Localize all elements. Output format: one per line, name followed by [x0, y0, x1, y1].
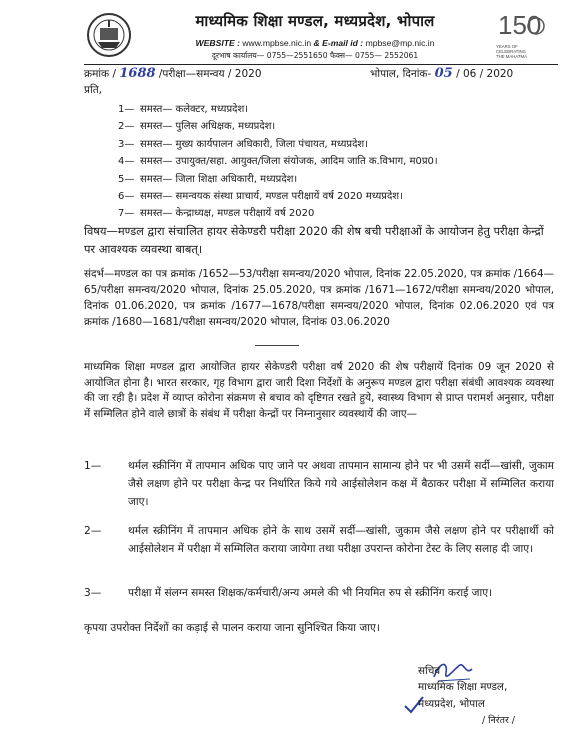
anniversary-caption: YEARS OF CELEBRATING THE MAHATMA — [496, 44, 527, 59]
board-emblem-icon — [86, 12, 132, 58]
ref-suffix: /परीक्षा—समन्वय / 2020 — [158, 68, 262, 80]
instruction-point — [84, 585, 554, 603]
letter-date — [370, 66, 513, 81]
letter-reference: संदर्भ—मण्डल का पत्र क्रमांक /1652—53/परीक्षा समन्वय/2020 भोपाल, दिनांक 22.05.2020, पत्र क्रमांक /1664—65/परीक्षा समन्वय/2020 भोपाल, दिनांक 25.05.2020, पत्र क्रमांक /1671—1672/परीक्षा समन्वय/2020 भोपाल, दिनांक 01.06.2020, पत्र क्रमांक /1677—1678/परीक्षा समन्वय/2020 भोपाल, दिनांक 02.06.2020 एवं पत्र क्रमांक /1680—1681/परीक्षा समन्वय/2020 भोपाल, दिनांक 03.06.2020 — [84, 268, 554, 328]
list-item: 3— समस्त— मुख्य कार्यपालन अधिकारी, जिला पंचायत, मध्यप्रदेश। — [118, 138, 369, 150]
point-number: 2— — [84, 525, 102, 537]
closing-line: कृपया उपरोक्त निर्देशों का कड़ाई से पालन कराया जाना सुनिश्चित किया जाए। — [84, 622, 380, 634]
point-text: थर्मल स्क्रीनिंग में तापमान अधिक होने के साथ उसमें सर्दी—खांसी, जुकाम जैसे लक्षण होने पर परीक्षार्थी को आईसोलेशन में परीक्षा में सम्मिलित कराया जायेगा तथा परीक्षा उपरान्त कोरोना टेस्ट के लिए सलाह दी जाए। — [128, 525, 554, 555]
list-item: 7— समस्त— केन्द्राध्यक्ष, मण्डल परीक्षायें वर्ष 2020 — [118, 208, 315, 220]
date-suffix: / 06 / 2020 — [456, 68, 514, 80]
org-name: माध्यमिक शिक्षा मण्डल, मध्यप्रदेश, भोपाल — [195, 12, 435, 30]
signatory-place: मध्यप्रदेश, भोपाल — [418, 698, 485, 710]
anniversary-number: 150 — [498, 10, 542, 40]
date-day-handwritten: 05 — [434, 66, 453, 81]
date-prefix: भोपाल, दिनांक- — [370, 68, 432, 80]
instruction-point — [84, 458, 554, 511]
continuation-mark: / निरंतर / — [482, 715, 515, 726]
list-item: 6— समस्त— समन्वयक संस्था प्राचार्य, मण्डल परीक्षायें वर्ष 2020 मध्यप्रदेश। — [118, 190, 403, 202]
recipient-list — [118, 101, 538, 223]
email-address[interactable]: mpbse@mp.nic.in — [365, 38, 435, 48]
header-divider — [84, 64, 558, 65]
list-item: 2— समस्त— पुलिस अधिक्षक, मध्यप्रदेश। — [118, 121, 276, 133]
section-divider — [255, 345, 299, 346]
website-label: WEBSITE : — [195, 38, 240, 48]
letter-body: माध्यमिक शिक्षा मण्डल द्वारा आयोजित हायर सेकेण्डरी परीक्षा वर्ष 2020 की शेष परीक्षायें दिनांक 09 जून 2020 से आयोजित होना है। भारत सरकार, गृह विभाग द्वारा जारी दिशा निर्देशों के अनुरूप मण्डल द्वारा परीक्षा संबंधी आवश्यक व्यवस्था की जा रही है। प्रदेश में व्याप्त कोरोना संक्रमण से बचाव को दृष्टिगत रखते हुये, स्वास्थ्य विभाग से प्राप्त परामर्श अनुसार, परीक्षा में सम्मिलित होने वाले छात्रों के संबंध में परीक्षा केन्द्रों पर निम्नानुसार व्यवस्थायें की जाए— — [84, 361, 554, 420]
phone-line: दूरभाष कार्यालय— 0755—2551650 फैक्स— 0755— 2552061 — [211, 51, 419, 60]
website-url[interactable]: www.mpbse.nic.in — [242, 38, 312, 48]
signatory-title: सचिव — [418, 665, 441, 677]
ref-prefix: क्रमांक / — [84, 68, 117, 80]
anniversary-logo — [496, 8, 556, 64]
list-item: 5— समस्त— जिला शिक्षा अधिकारी, मध्यप्रदेश। — [118, 173, 298, 185]
email-label: & E-mail id : — [313, 38, 364, 48]
point-number: 3— — [84, 587, 102, 599]
website-line — [140, 38, 490, 48]
point-number: 1— — [84, 460, 102, 472]
salutation: प्रति, — [84, 84, 103, 96]
ref-number-handwritten: 1688 — [119, 66, 156, 81]
list-item: 4— समस्त— उपायुक्त/सहा. आयुक्त/जिला संयोजक, आदिम जाति क.विभाग, म0प्र0। — [118, 156, 438, 168]
letter-subject: विषय—मण्डल द्वारा संचालित हायर सेकेण्डरी परीक्षा 2020 की शेष बची परीक्षाओं के आयोजन हेतु परीक्षा केन्द्रों पर आवश्यक व्यवस्था बाबत्। — [84, 224, 544, 256]
instruction-point — [84, 523, 554, 559]
anniversary-logo-mark — [496, 8, 556, 42]
point-text: थर्मल स्क्रीनिंग में तापमान अधिक पाए जाने पर अथवा तापमान सामान्य होने पर भी उसमें सर्दी—खांसी, जुकाम जैसे लक्षण होने पर परीक्षा केन्द्र पर निर्धारित किये गये आईसोलेशन कक्ष में बैठाकर परीक्षा में सम्मिलित कराया जाए। — [128, 460, 554, 508]
reference-number — [84, 66, 262, 81]
list-item: 1— समस्त— कलेक्टर, मध्यप्रदेश। — [118, 104, 249, 115]
point-text: परीक्षा में संलग्न समस्त शिक्षक/कर्मचारी/अन्य अमले की भी नियमित रुप से स्क्रीनिंग कराई जाए। — [128, 587, 493, 599]
signatory-org: माध्यमिक शिक्षा मण्डल, — [418, 681, 508, 693]
